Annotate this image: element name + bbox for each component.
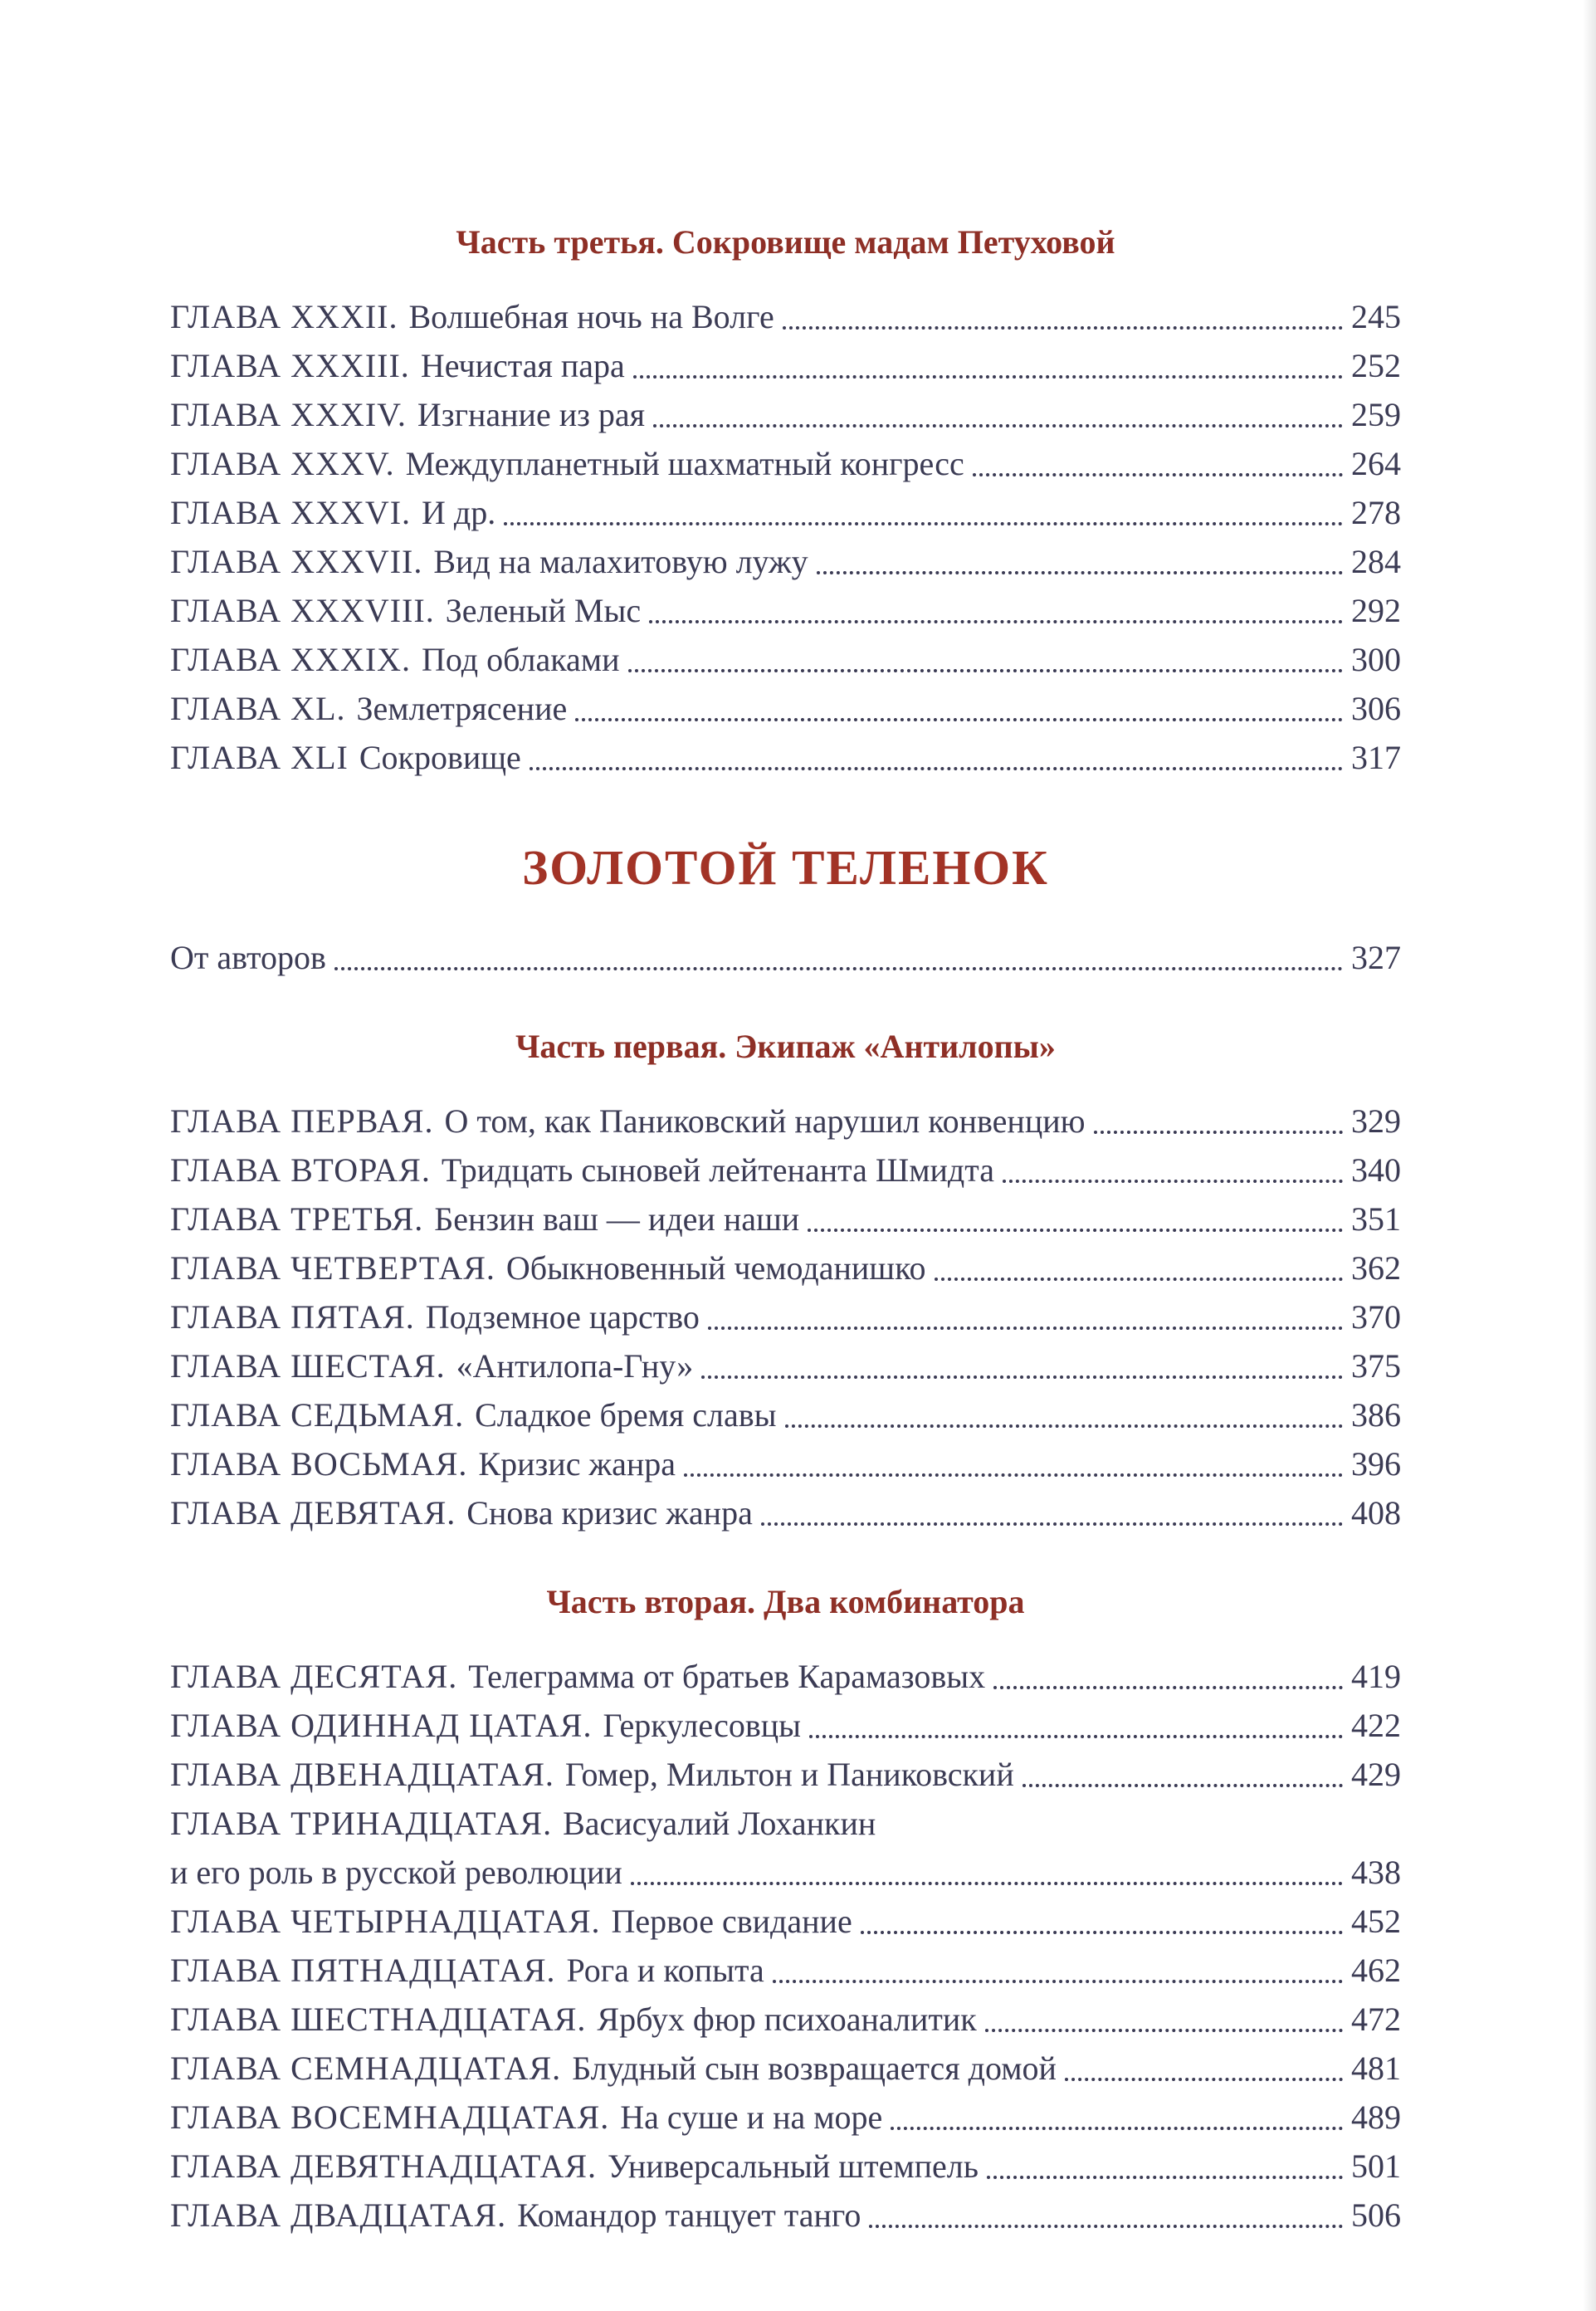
dot-leader	[783, 326, 1343, 330]
page-number: 501	[1351, 2147, 1401, 2185]
chapter-label: ГЛАВА XXXV.	[170, 445, 395, 482]
page-number: 306	[1351, 690, 1401, 727]
chapter-title: Междупланетный шахматный конгресс	[405, 445, 964, 482]
page-number: 278	[1351, 494, 1401, 531]
toc-entry	[170, 1097, 1401, 1146]
toc-entry	[170, 537, 1401, 586]
toc-entry	[170, 1701, 1401, 1750]
page-number: 370	[1351, 1297, 1401, 1336]
page-number: 481	[1351, 2049, 1401, 2087]
chapter-title: Сокровище	[359, 739, 521, 776]
page-number: 340	[1351, 1151, 1401, 1189]
dot-leader	[530, 767, 1343, 770]
chapter-title: Тридцать сыновей лейтенанта Шмидта	[441, 1151, 994, 1189]
toc-entry	[170, 1146, 1401, 1195]
chapter-title: Вид на малахитовую лужу	[433, 543, 808, 580]
toc-entry	[170, 635, 1401, 684]
dot-leader	[701, 1375, 1343, 1379]
chapter-title: Изгнание из рая	[417, 396, 646, 433]
chapter-label: ГЛАВА ОДИННАД ЦАТАЯ.	[170, 1706, 593, 1744]
toc-section-part3	[170, 292, 1401, 782]
toc-entry	[170, 2191, 1401, 2240]
dot-leader	[993, 1686, 1343, 1689]
toc-entry	[170, 1652, 1401, 1701]
toc-entry	[170, 1341, 1401, 1390]
chapter-title: Телеграмма от братьев Карамазовых	[468, 1657, 986, 1695]
chapter-title: Универсальный штемпель	[608, 2147, 979, 2185]
dot-leader	[633, 375, 1343, 379]
dot-leader	[973, 473, 1343, 476]
chapter-title: Первое свидание	[611, 1902, 852, 1940]
dot-leader	[1065, 2078, 1343, 2081]
page-number: 292	[1351, 592, 1401, 629]
book-title: ЗОЛОТОЙ ТЕЛЕНОК	[522, 840, 1049, 895]
chapter-title: Волшебная ночь на Волге	[408, 298, 774, 335]
page-number: 419	[1351, 1657, 1401, 1695]
toc-entry	[170, 586, 1401, 635]
chapter-title: Бензин ваш — идеи наши	[434, 1199, 800, 1238]
page-number: 462	[1351, 1951, 1401, 1989]
chapter-title: Подземное царство	[425, 1297, 700, 1336]
toc-entry	[170, 2044, 1401, 2093]
toc-entry	[170, 1897, 1401, 1946]
chapter-title: И др.	[422, 494, 496, 531]
chapter-title: Зеленый Мыс	[445, 592, 642, 629]
chapter-label: ГЛАВА ЧЕТЫРНАДЦАТАЯ.	[170, 1902, 601, 1940]
page-number: 351	[1351, 1199, 1401, 1238]
part-heading-part1: Часть первая. Экипаж «Антилопы»	[515, 1027, 1056, 1065]
chapter-title: Блудный сын возвращается домой	[572, 2049, 1057, 2087]
dot-leader	[808, 1229, 1343, 1232]
chapter-title: Землетрясение	[356, 690, 568, 727]
page-number: 362	[1351, 1248, 1401, 1287]
page-number: 264	[1351, 445, 1401, 482]
toc-entry	[170, 1488, 1401, 1537]
dot-leader	[817, 571, 1343, 574]
page-number: 259	[1351, 396, 1401, 433]
chapter-title: Снова кризис жанра	[466, 1493, 753, 1532]
dot-leader	[1003, 1180, 1343, 1183]
page-number: 452	[1351, 1902, 1401, 1940]
chapter-label: ГЛАВА ШЕСТАЯ.	[170, 1346, 446, 1385]
chapter-label: ГЛАВА XXXVI.	[170, 494, 412, 531]
chapter-label: ГЛАВА ШЕСТНАДЦАТАЯ.	[170, 2000, 587, 2038]
chapter-label: ГЛАВА XXXII.	[170, 298, 398, 335]
toc-section-part2	[170, 1652, 1401, 2240]
toc-entry-continuation	[170, 1848, 1401, 1897]
chapter-title: Под облаками	[422, 641, 620, 678]
dot-leader	[504, 522, 1343, 525]
page-number: 329	[1351, 1102, 1401, 1140]
toc-entry	[170, 1799, 1401, 1848]
dot-leader	[809, 1735, 1343, 1738]
toc-entry	[170, 1439, 1401, 1488]
toc-entry	[170, 1750, 1401, 1799]
chapter-title: Сладкое бремя славы	[475, 1395, 777, 1434]
chapter-label: ГЛАВА ПЯТНАДЦАТАЯ.	[170, 1951, 556, 1989]
dot-leader	[861, 1931, 1343, 1934]
dot-leader	[773, 1980, 1343, 1983]
chapter-label: ГЛАВА ДВАДЦАТАЯ.	[170, 2196, 507, 2234]
page-number: 375	[1351, 1346, 1401, 1385]
page-number: 408	[1351, 1493, 1401, 1532]
page-number: 386	[1351, 1395, 1401, 1434]
chapter-title: Васисуалий Лоханкин	[563, 1804, 876, 1842]
toc-entry	[170, 439, 1401, 488]
page-number: 245	[1351, 298, 1401, 335]
chapter-label: ГЛАВА XXXVII.	[170, 543, 423, 580]
table-of-contents-page	[170, 222, 1401, 2240]
dot-leader	[631, 1882, 1343, 1885]
chapter-label: ГЛАВА ДЕСЯТАЯ.	[170, 1657, 458, 1695]
dot-leader	[649, 620, 1343, 623]
toc-entry	[170, 1243, 1401, 1292]
chapter-title: Командор танцует танго	[517, 2196, 861, 2234]
chapter-title: Рога и копыта	[566, 1951, 764, 1989]
dot-leader	[935, 1278, 1343, 1281]
chapter-label: ГЛАВА ДВЕНАДЦАТАЯ.	[170, 1755, 554, 1793]
part-heading-part3: Часть третья. Сокровище мадам Петуховой	[456, 223, 1115, 261]
dot-leader	[785, 1424, 1343, 1428]
chapter-label: ГЛАВА XXXIV.	[170, 396, 407, 433]
dot-leader	[1094, 1131, 1343, 1134]
chapter-label: ГЛАВА XXXVIII.	[170, 592, 435, 629]
chapter-label: ГЛАВА XXXIX.	[170, 641, 412, 678]
chapter-label: ГЛАВА ТРИНАДЦАТАЯ.	[170, 1804, 553, 1842]
chapter-title: Геркулесовцы	[603, 1706, 802, 1744]
page-number: 300	[1351, 641, 1401, 678]
toc-entry	[170, 1390, 1401, 1439]
toc-section-part1	[170, 1097, 1401, 1537]
page-number: 317	[1351, 739, 1401, 776]
dot-leader	[684, 1473, 1343, 1477]
chapter-label: ГЛАВА СЕМНАДЦАТАЯ.	[170, 2049, 562, 2087]
page-number: 489	[1351, 2098, 1401, 2136]
dot-leader	[628, 669, 1343, 672]
dot-leader	[987, 2176, 1343, 2179]
chapter-label: ГЛАВА XLI	[170, 739, 349, 776]
chapter-title: На суше и на море	[620, 2098, 883, 2136]
chapter-label: ГЛАВА XL.	[170, 690, 346, 727]
chapter-label: ГЛАВА ЧЕТВЕРТАЯ.	[170, 1248, 495, 1287]
toc-entry	[170, 933, 1401, 982]
toc-entry	[170, 488, 1401, 537]
dot-leader	[653, 424, 1343, 428]
toc-entry	[170, 1195, 1401, 1243]
chapter-title: Кризис жанра	[478, 1444, 676, 1483]
chapter-label: ГЛАВА XXXIII.	[170, 347, 410, 384]
chapter-label: ГЛАВА ВОСЕМНАДЦАТАЯ.	[170, 2098, 610, 2136]
page-number: 422	[1351, 1706, 1401, 1744]
toc-entry	[170, 292, 1401, 341]
page-number: 506	[1351, 2196, 1401, 2234]
toc-section-authors	[170, 933, 1401, 982]
chapter-label: ГЛАВА ВТОРАЯ.	[170, 1151, 431, 1189]
chapter-title: Обыкновенный чемоданишко	[505, 1248, 926, 1287]
chapter-title: Нечистая пара	[420, 347, 625, 384]
chapter-label: ГЛАВА ДЕВЯТАЯ.	[170, 1493, 456, 1532]
dot-leader	[708, 1327, 1343, 1330]
page-number: 396	[1351, 1444, 1401, 1483]
page-number: 284	[1351, 543, 1401, 580]
toc-entry	[170, 1946, 1401, 1995]
toc-entry	[170, 1292, 1401, 1341]
dot-leader	[891, 2127, 1343, 2130]
chapter-title: О том, как Паниковский нарушил конвенцию	[444, 1102, 1086, 1140]
chapter-label: ГЛАВА ПЕРВАЯ.	[170, 1102, 434, 1140]
toc-entry	[170, 2093, 1401, 2142]
page-number: 429	[1351, 1755, 1401, 1793]
page-number: 438	[1351, 1853, 1401, 1891]
chapter-title-line2: и его роль в русской революции	[170, 1853, 622, 1891]
dot-leader	[575, 718, 1343, 721]
page-number: 252	[1351, 347, 1401, 384]
dot-leader	[869, 2225, 1343, 2228]
chapter-label: ГЛАВА ТРЕТЬЯ.	[170, 1199, 424, 1238]
chapter-title: «Антилопа-Гну»	[456, 1346, 694, 1385]
toc-entry	[170, 1995, 1401, 2044]
chapter-label: ГЛАВА СЕДЬМАЯ.	[170, 1395, 465, 1434]
page-edge-shadow	[1583, 0, 1596, 2311]
chapter-label: ГЛАВА ДЕВЯТНАДЦАТАЯ.	[170, 2147, 598, 2185]
page-number: 327	[1351, 938, 1401, 976]
part-heading-part2: Часть вторая. Два комбинатора	[546, 1582, 1025, 1620]
chapter-title: От авторов	[170, 938, 326, 976]
chapter-label: ГЛАВА ПЯТАЯ.	[170, 1297, 415, 1336]
dot-leader	[334, 967, 1343, 970]
chapter-title: Гомер, Мильтон и Паниковский	[564, 1755, 1014, 1793]
toc-entry	[170, 684, 1401, 733]
dot-leader	[1023, 1784, 1343, 1787]
dot-leader	[985, 2029, 1343, 2032]
page-number: 472	[1351, 2000, 1401, 2038]
chapter-title: Ярбух фюр психоаналитик	[597, 2000, 977, 2038]
chapter-label: ГЛАВА ВОСЬМАЯ.	[170, 1444, 468, 1483]
toc-entry	[170, 341, 1401, 390]
toc-entry	[170, 390, 1401, 439]
toc-entry	[170, 733, 1401, 782]
toc-entry	[170, 2142, 1401, 2191]
dot-leader	[761, 1522, 1343, 1526]
